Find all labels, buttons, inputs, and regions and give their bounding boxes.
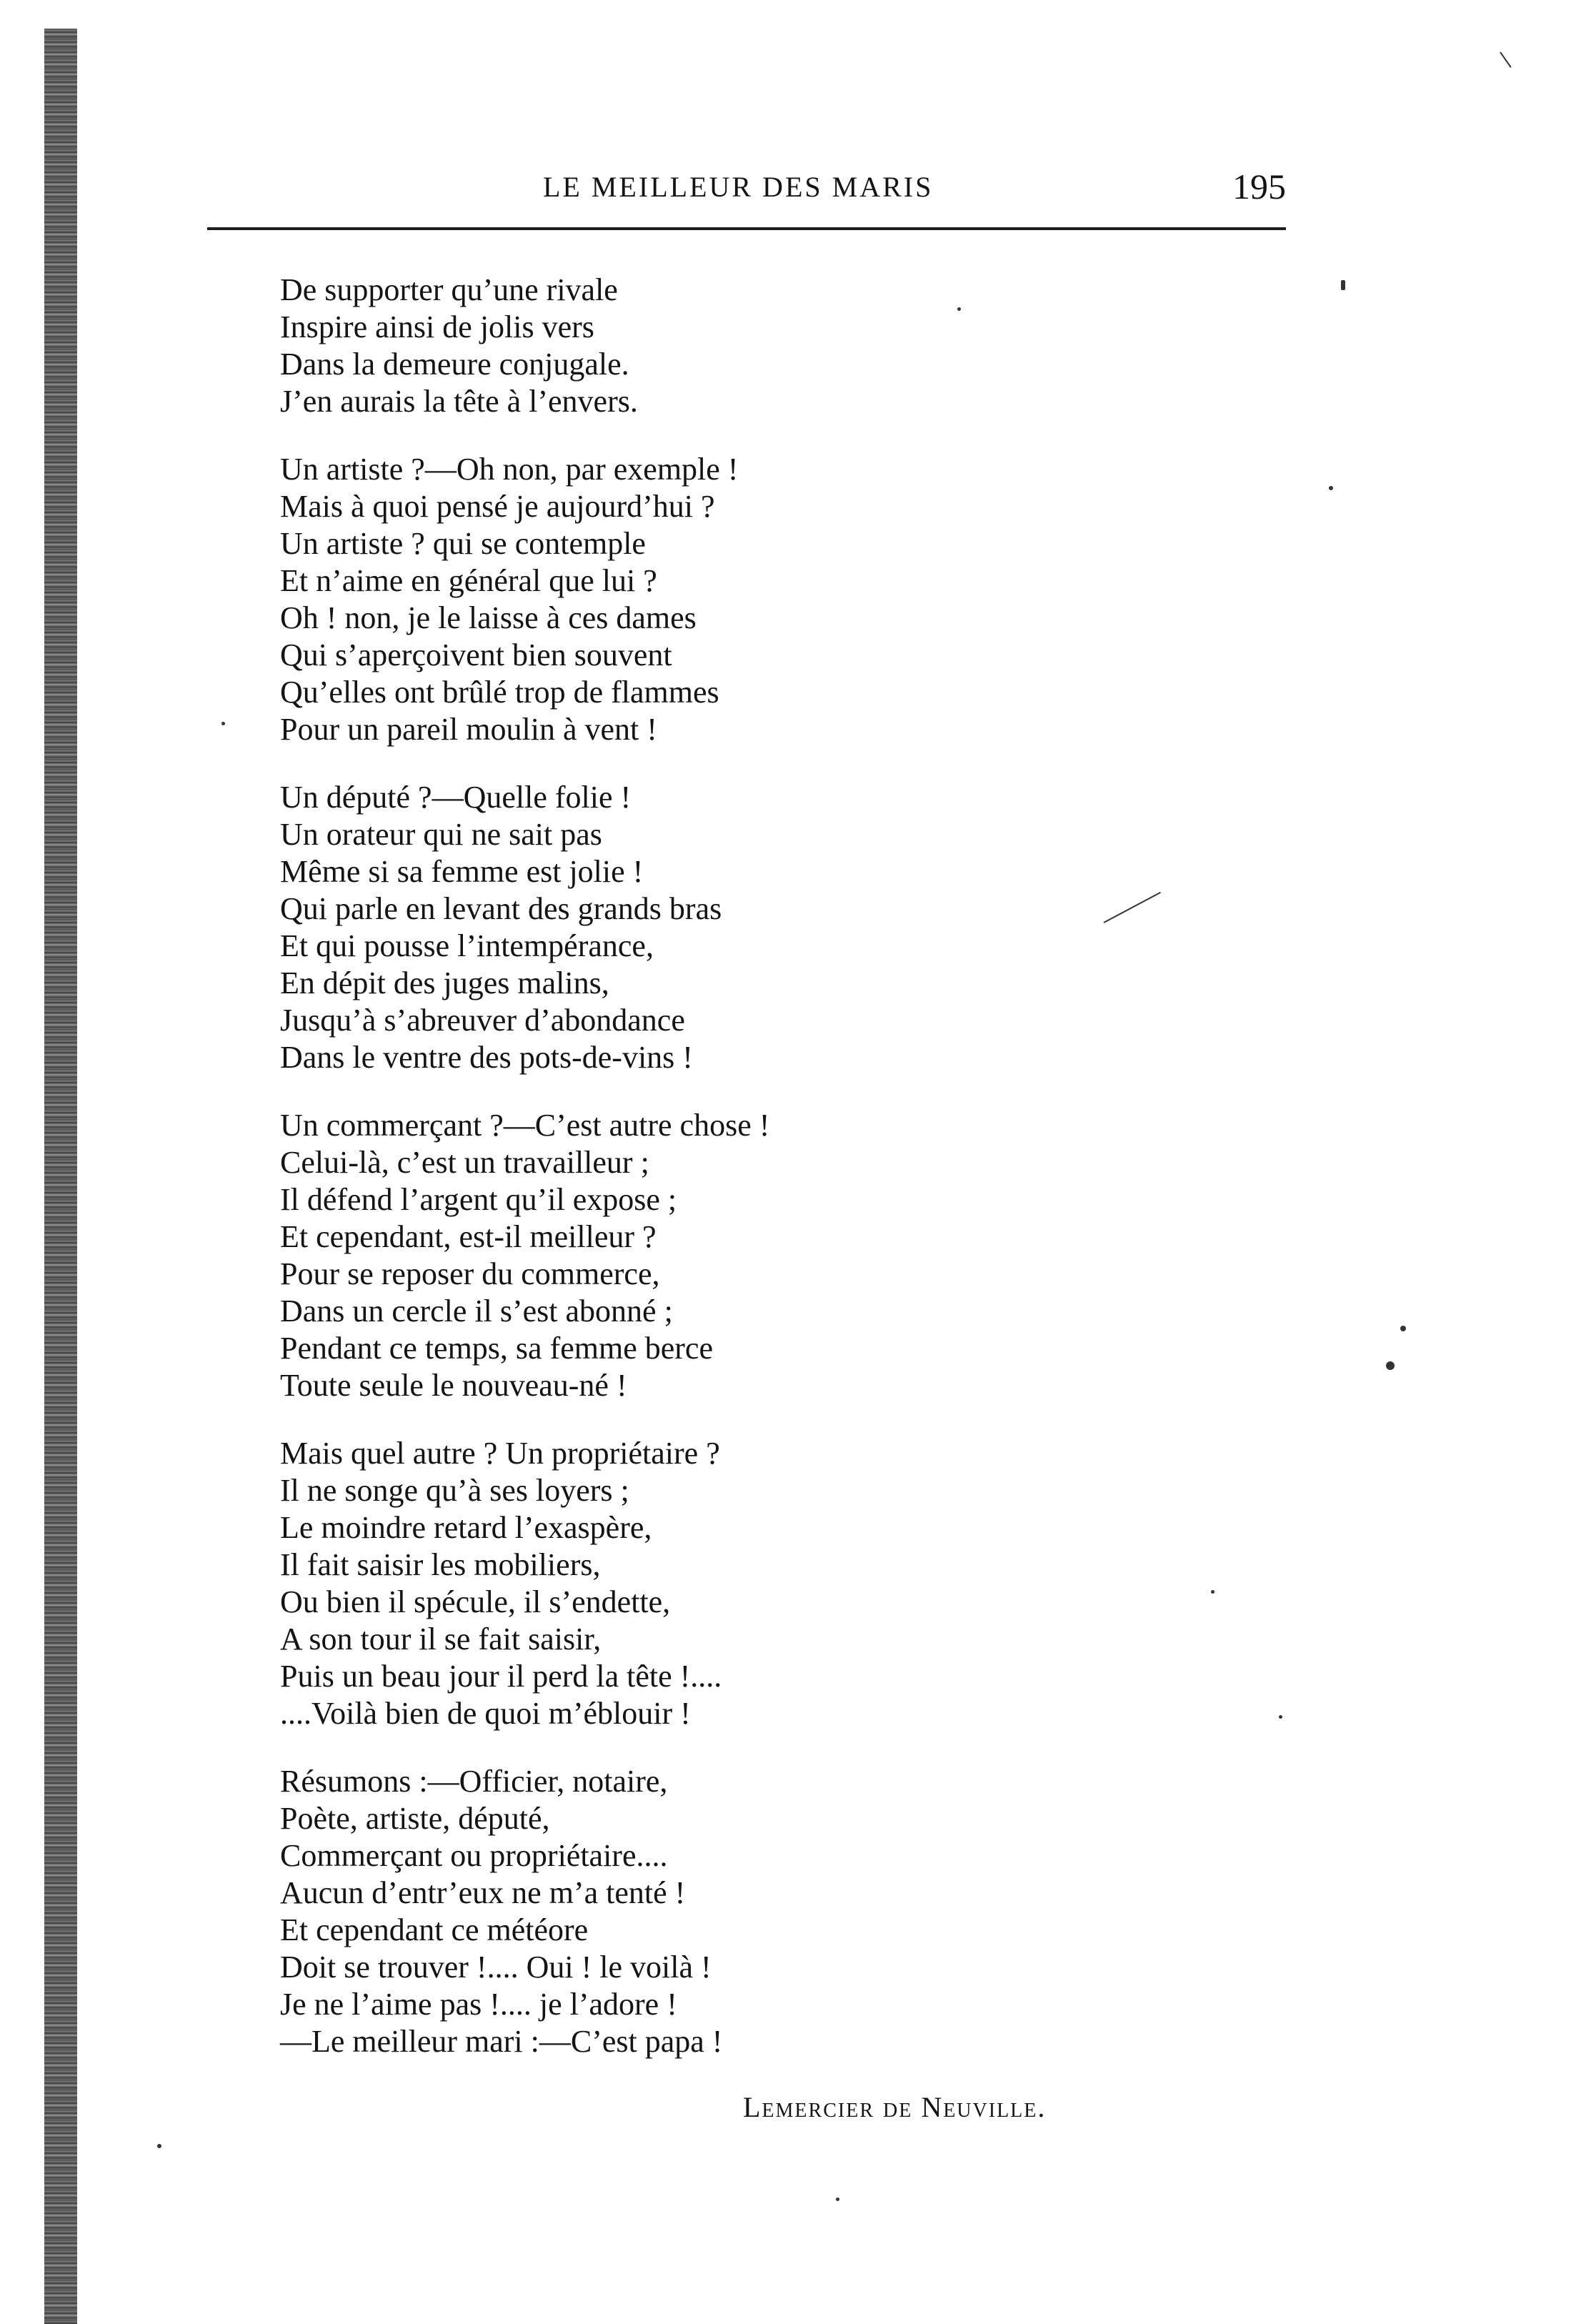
scan-speck	[1400, 1326, 1406, 1331]
poem-body	[280, 272, 1209, 2091]
poem-line: Ou bien il spécule, il s’endette,	[280, 1584, 671, 1619]
scan-speck	[957, 307, 961, 311]
poem-line: Pour un pareil moulin à vent !	[280, 712, 657, 747]
poem-line: Un orateur qui ne sait pas	[280, 817, 602, 852]
poem-line: Inspire ainsi de jolis vers	[280, 309, 594, 344]
poem-line: Il fait saisir les mobiliers,	[280, 1547, 601, 1582]
poem-line: Aucun d’entr’eux ne m’a tenté !	[280, 1875, 686, 1910]
scanned-binding-edge	[44, 29, 77, 2324]
poem-line: Et cependant ce météore	[280, 1912, 589, 1947]
poem-line: Qui s’aperçoivent bien souvent	[280, 637, 672, 672]
page-number: 195	[1232, 167, 1286, 207]
scan-speck	[157, 2144, 161, 2148]
scan-speck	[1279, 1715, 1282, 1719]
scan-speck	[1341, 280, 1345, 290]
poem-line: Un commerçant ?—C’est autre chose !	[280, 1108, 770, 1143]
stanza	[280, 272, 1209, 420]
poem-line: Mais à quoi pensé je aujourd’hui ?	[280, 489, 715, 524]
poem-line: Et n’aime en général que lui ?	[280, 563, 657, 598]
poem-line: Il défend l’argent qu’il expose ;	[280, 1182, 677, 1217]
poem-line: Un artiste ? qui se contemple	[280, 526, 646, 561]
poem-line: Résumons :—Officier, notaire,	[280, 1764, 668, 1799]
author-signature: Lemercier de Neuville.	[743, 2091, 1047, 2123]
poem-line: ....Voilà bien de quoi m’éblouir !	[280, 1696, 691, 1731]
poem-line: En dépit des juges malins,	[280, 965, 609, 1000]
header-rule	[207, 227, 1286, 230]
poem-line: Le moindre retard l’exaspère,	[280, 1510, 652, 1545]
poem-line: Poète, artiste, député,	[280, 1801, 550, 1836]
poem-line: Jusqu’à s’abreuver d’abondance	[280, 1003, 685, 1038]
poem-line: Je ne l’aime pas !.... je l’adore !	[280, 1987, 677, 2022]
poem-line: Un artiste ?—Oh non, par exemple !	[280, 452, 739, 487]
stanza	[280, 1435, 1209, 1732]
stanza	[280, 1763, 1209, 2060]
scan-speck	[1211, 1590, 1215, 1594]
poem-line: —Le meilleur mari :—C’est papa !	[280, 2024, 723, 2059]
stanza	[280, 451, 1209, 748]
scan-speck	[836, 2198, 839, 2201]
poem-line: Toute seule le nouveau-né !	[280, 1368, 627, 1403]
running-title: LE MEILLEUR DES MARIS	[543, 171, 934, 203]
poem-line: Commerçant ou propriétaire....	[280, 1838, 668, 1873]
poem-line: Pour se reposer du commerce,	[280, 1256, 660, 1291]
poem-line: Et qui pousse l’intempérance,	[280, 928, 654, 963]
poem-line: Et cependant, est-il meilleur ?	[280, 1219, 657, 1254]
poem-line: Oh ! non, je le laisse à ces dames	[280, 600, 697, 635]
poem-line: Qui parle en levant des grands bras	[280, 891, 722, 926]
running-head	[207, 166, 1286, 209]
poem-line: Mais quel autre ? Un propriétaire ?	[280, 1436, 720, 1471]
poem-line: A son tour il se fait saisir,	[280, 1622, 602, 1657]
poem-line: Puis un beau jour il perd la tête !....	[280, 1659, 722, 1694]
stanza	[280, 1107, 1209, 1404]
poem-line: Doit se trouver !.... Oui ! le voilà !	[280, 1950, 712, 1985]
scan-speck	[221, 722, 225, 725]
poem-line: Il ne songe qu’à ses loyers ;	[280, 1473, 629, 1508]
poem-line: Un député ?—Quelle folie !	[280, 780, 632, 815]
poem-line: De supporter qu’une rivale	[280, 272, 618, 307]
scan-speck	[1329, 486, 1333, 490]
poem-line: Pendant ce temps, sa femme berce	[280, 1331, 713, 1366]
poem-line: J’en aurais la tête à l’envers.	[280, 384, 638, 419]
poem-line: Dans la demeure conjugale.	[280, 347, 629, 382]
scan-stray-stroke	[1500, 51, 1512, 67]
poem-line: Celui-là, c’est un travailleur ;	[280, 1145, 649, 1180]
poem-line: Qu’elles ont brûlé trop de flammes	[280, 675, 719, 710]
poem-line: Dans un cercle il s’est abonné ;	[280, 1293, 673, 1329]
poem-line: Même si sa femme est jolie !	[280, 854, 644, 889]
poem-line: Dans le ventre des pots-de-vins !	[280, 1040, 693, 1075]
scan-speck	[1386, 1361, 1395, 1370]
stanza	[280, 779, 1209, 1076]
